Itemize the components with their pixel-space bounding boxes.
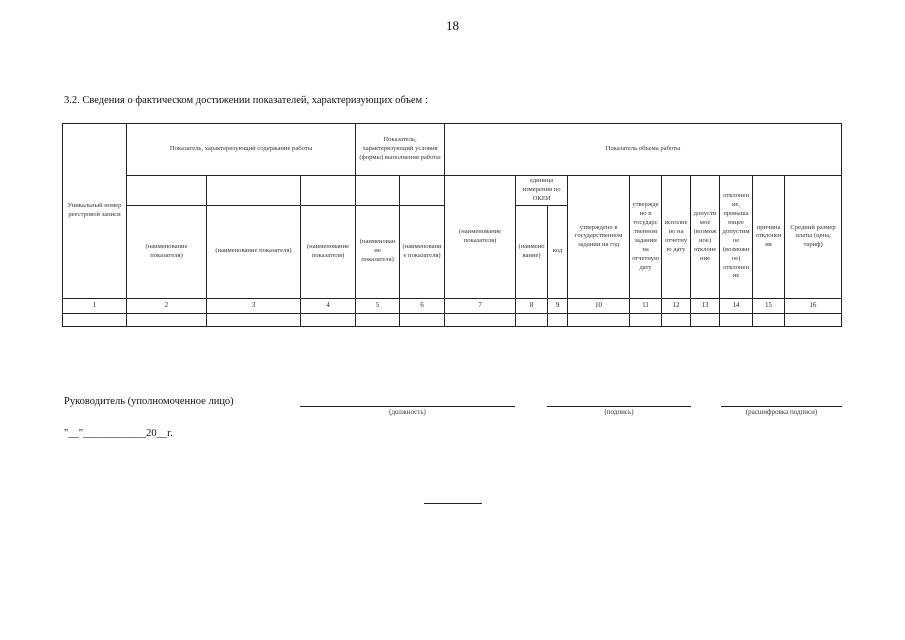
header-executed: исполнено на отчетную дату <box>662 176 691 299</box>
column-number: 9 <box>548 298 568 313</box>
header-deviation-reason: причина отклонения <box>753 176 785 299</box>
column-number: 3 <box>207 298 301 313</box>
header-average-fee: Средний размер платы (цена, тариф) <box>785 176 842 299</box>
header-exceeding-deviation: отклонение, превышающее допустимое (возможное) отклонение <box>720 176 753 299</box>
header-approved-report-date: утверждено в государственном задании на отчетную дату <box>630 176 662 299</box>
signature-line[interactable] <box>547 406 691 407</box>
column-number: 15 <box>753 298 785 313</box>
column-number: 7 <box>445 298 516 313</box>
header-content-indicator-name-1: (наименование показателя) <box>127 205 207 298</box>
decoding-caption: (расшифровка подписи) <box>745 408 818 416</box>
header-conditions-indicator: Показатель, характеризующий условия (формы) выполнения работы <box>356 124 445 176</box>
position-line[interactable] <box>300 406 515 407</box>
header-volume-indicator-name: (наименование показателя) <box>445 176 516 299</box>
column-number: 11 <box>630 298 662 313</box>
column-number: 12 <box>662 298 691 313</box>
position-caption: (должность) <box>389 408 426 416</box>
date-line: "__"____________20__г. <box>64 428 173 439</box>
data-cell[interactable] <box>63 313 127 326</box>
data-cell[interactable] <box>127 313 207 326</box>
column-number: 1 <box>63 298 127 313</box>
data-cell[interactable] <box>301 313 356 326</box>
data-cell[interactable] <box>207 313 301 326</box>
data-cell[interactable] <box>568 313 630 326</box>
header-unique-number: Уникальный номер реестровой записи <box>63 124 127 299</box>
header-approved-year: утверждено в государственном задании на год <box>568 176 630 299</box>
header-okei-code: код <box>548 205 568 298</box>
data-cell[interactable] <box>356 313 400 326</box>
header-volume-indicator: Показатель объема работы <box>445 124 842 176</box>
column-number: 13 <box>691 298 720 313</box>
data-cell[interactable] <box>630 313 662 326</box>
column-number: 16 <box>785 298 842 313</box>
data-cell[interactable] <box>445 313 516 326</box>
page-number: 18 <box>446 18 459 33</box>
column-number: 10 <box>568 298 630 313</box>
header-allowed-deviation: допустимое (возможное) отклонение <box>691 176 720 299</box>
column-number: 2 <box>127 298 207 313</box>
header-conditions-indicator-name-1: (наименование показателя) <box>356 205 400 298</box>
data-cell[interactable] <box>662 313 691 326</box>
column-number: 14 <box>720 298 753 313</box>
header-content-indicator-name-2: (наименование показателя) <box>207 205 301 298</box>
signature-label: Руководитель (уполномоченное лицо) <box>64 396 234 407</box>
header-okei-unit: единица измерения по ОКЕИ <box>516 176 568 206</box>
header-content-indicator-name-3: (наименование показателя) <box>301 205 356 298</box>
table-data-row <box>63 313 842 326</box>
signature-caption: (подпись) <box>604 408 634 416</box>
blank-cell[interactable] <box>356 176 400 206</box>
blank-cell[interactable] <box>127 176 207 206</box>
data-cell[interactable] <box>548 313 568 326</box>
data-cell[interactable] <box>753 313 785 326</box>
section-title: 3.2. Сведения о фактическом достижении показателей, характеризующих объем : <box>64 95 428 106</box>
data-cell[interactable] <box>516 313 548 326</box>
blank-cell[interactable] <box>301 176 356 206</box>
decoding-line[interactable] <box>721 406 842 407</box>
data-cell[interactable] <box>691 313 720 326</box>
volume-indicators-table <box>62 123 842 327</box>
blank-cell[interactable] <box>207 176 301 206</box>
data-cell[interactable] <box>720 313 753 326</box>
data-cell[interactable] <box>785 313 842 326</box>
column-number: 4 <box>301 298 356 313</box>
blank-cell[interactable] <box>400 176 445 206</box>
column-number: 6 <box>400 298 445 313</box>
column-number-row <box>63 298 842 313</box>
header-conditions-indicator-name-2: (наименование показателя) <box>400 205 445 298</box>
column-number: 8 <box>516 298 548 313</box>
data-cell[interactable] <box>400 313 445 326</box>
footnote-separator <box>424 503 482 504</box>
header-content-indicator: Показатель, характеризующий содержание работы <box>127 124 356 176</box>
column-number: 5 <box>356 298 400 313</box>
header-okei-name: (наименование) <box>516 205 548 298</box>
